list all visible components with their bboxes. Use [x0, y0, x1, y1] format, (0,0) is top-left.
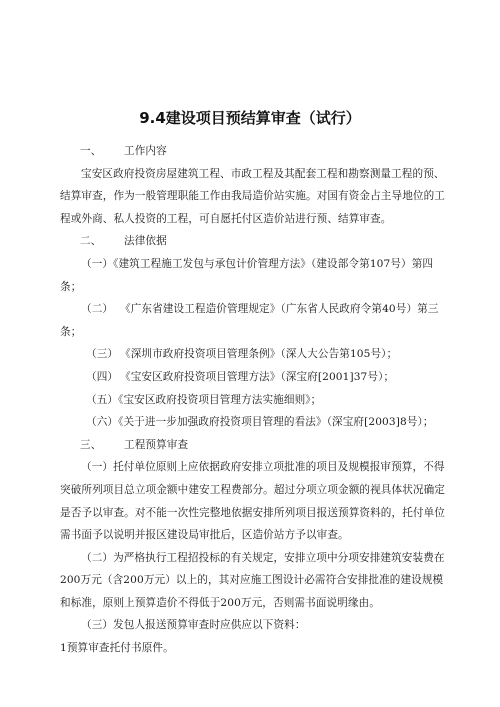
section-number: 三、 [80, 438, 102, 451]
law-item-lead: （四） [86, 370, 119, 383]
law-item-5: （五）《宝安区政府投资项目管理方法实施细则》； [86, 393, 322, 406]
section-number: 一、 [80, 145, 102, 157]
law-item-text: 《深圳市政府投资项目管理条例》（深人大公告第105号）； [120, 348, 398, 361]
section-heading-3 [60, 434, 448, 457]
law-item-1: （一）《建筑工程施工发包与承包计价管理方法》（建设部令第107号）第四条； [60, 257, 434, 293]
law-item-text: 《广东省建设工程造价管理规定》（广东省人民政府令第40号）第三条； [60, 303, 439, 338]
paragraph-scope: 宝安区政府投资房屋建筑工程、市政工程及其配套工程和勘察测量工程的预、结算审查，作为一般管理职能工作由我局造价站实施。对国有资金占主导地位的工程或外商、私人投资的工程，可自愿托付区造价站进行预、结算审查。 [60, 167, 445, 225]
section-heading-1 [60, 140, 448, 163]
section-title: 工作内容 [124, 145, 167, 157]
law-item-6: （六）《关于进一步加强政府投资项目管理的看法》（深宝府[2003]8号）； [86, 416, 434, 429]
section-title: 工程预算审查 [124, 438, 189, 451]
page-title: 9.4建设项目预结算审查（试行） [139, 109, 361, 127]
review-rule-2: （二）为严格执行工程招投标的有关规定，安排立项中分项安排建筑安装费在200万元（含200万元）以上的，其对应施工图设计必需符合安排批准的建设规模和标准，原则上预算造价不得低于200万元，否则需书面说明缘由。 [60, 551, 445, 609]
review-rule-3: （三）发包人报送预算审查时应供应以下资料： [81, 619, 306, 632]
law-item-lead: （二） [81, 303, 114, 316]
law-item-2 [60, 298, 448, 343]
law-item-text: 《宝安区政府投资项目管理方法》（深宝府[2001]37号）； [120, 370, 395, 383]
section-number: 二、 [80, 235, 102, 248]
law-item-3 [60, 343, 448, 366]
review-material-1: 1预算审查托付书原件。 [60, 642, 174, 655]
law-item-4 [60, 366, 448, 389]
section-heading-2 [60, 230, 448, 253]
section-title: 法律依据 [124, 235, 167, 248]
document-body [60, 140, 448, 660]
law-item-lead: （三） [86, 348, 119, 361]
review-rule-1: （一）托付单位原则上应依据政府安排立项批准的项目及规模报审预算，不得突破所列项目总立项金额中建安工程费部分。超过分项立项金额的视具体状况确定是否予以审查。对不能一次性完整地依据安排所列项目报送预算资料的，托付单位需书面予以说明并报区建设局审批后，区造价站方予以审查。 [60, 461, 445, 542]
